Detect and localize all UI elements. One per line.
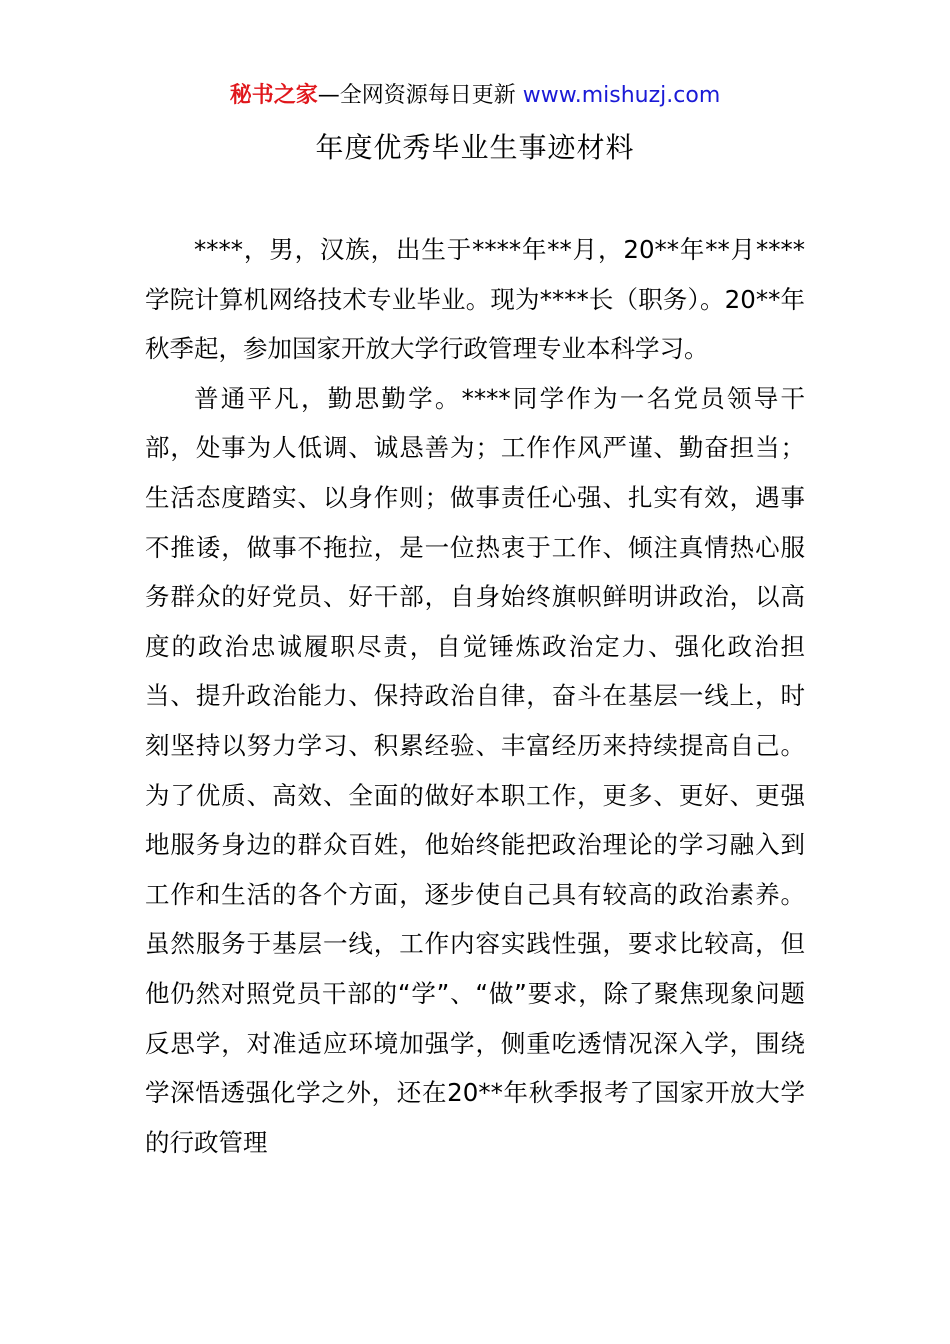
site-url[interactable]: www.mishuzj.com: [522, 83, 721, 108]
document-title: 年度优秀毕业生事迹材料: [315, 131, 635, 164]
header-tagline: —全网资源每日更新: [317, 83, 523, 108]
paragraph-deeds: 普通平凡，勤思勤学。****同学作为一名党员领导干部，处事为人低调、诚恳善为；工作作风严谨、勤奋担当；生活态度踏实、以身作则；做事责任心强、扎实有效，遇事不推诿，做事不拖拉，是一位热衷于工作、倾注真情热心服务群众的好党员、好干部，自身始终旗帜鲜明讲政治，以高度的政治忠诚履职尽责，自觉锤炼政治定力、强化政治担当、提升政治能力、保持政治自律，奋斗在基层一线上，时刻坚持以努力学习、积累经验、丰富经历来持续提高自己。为了优质、高效、全面的做好本职工作，更多、更好、更强地服务身边的群众百姓，他始终能把政治理论的学习融入到工作和生活的各个方面，逐步使自己具有较高的政治素养。虽然服务于基层一线，工作内容实践性强，要求比较高，但他仍然对照党员干部的“学”、“做”要求，除了聚焦现象问题反思学，对准适应环境加强学，侧重吃透情况深入学，围绕学深悟透强化学之外，还在20**年秋季报考了国家开放大学的行政管理: [145, 383, 805, 1157]
site-header: [0, 80, 950, 112]
brand-name: 秘书之家: [229, 83, 318, 108]
paragraph-intro: ****，男，汉族，出生于****年**月，20**年**月****学院计算机网络技术专业毕业。现为****长（职务）。20**年秋季起，参加国家开放大学行政管理专业本科学习。: [145, 235, 805, 364]
document-body: [145, 225, 805, 1167]
